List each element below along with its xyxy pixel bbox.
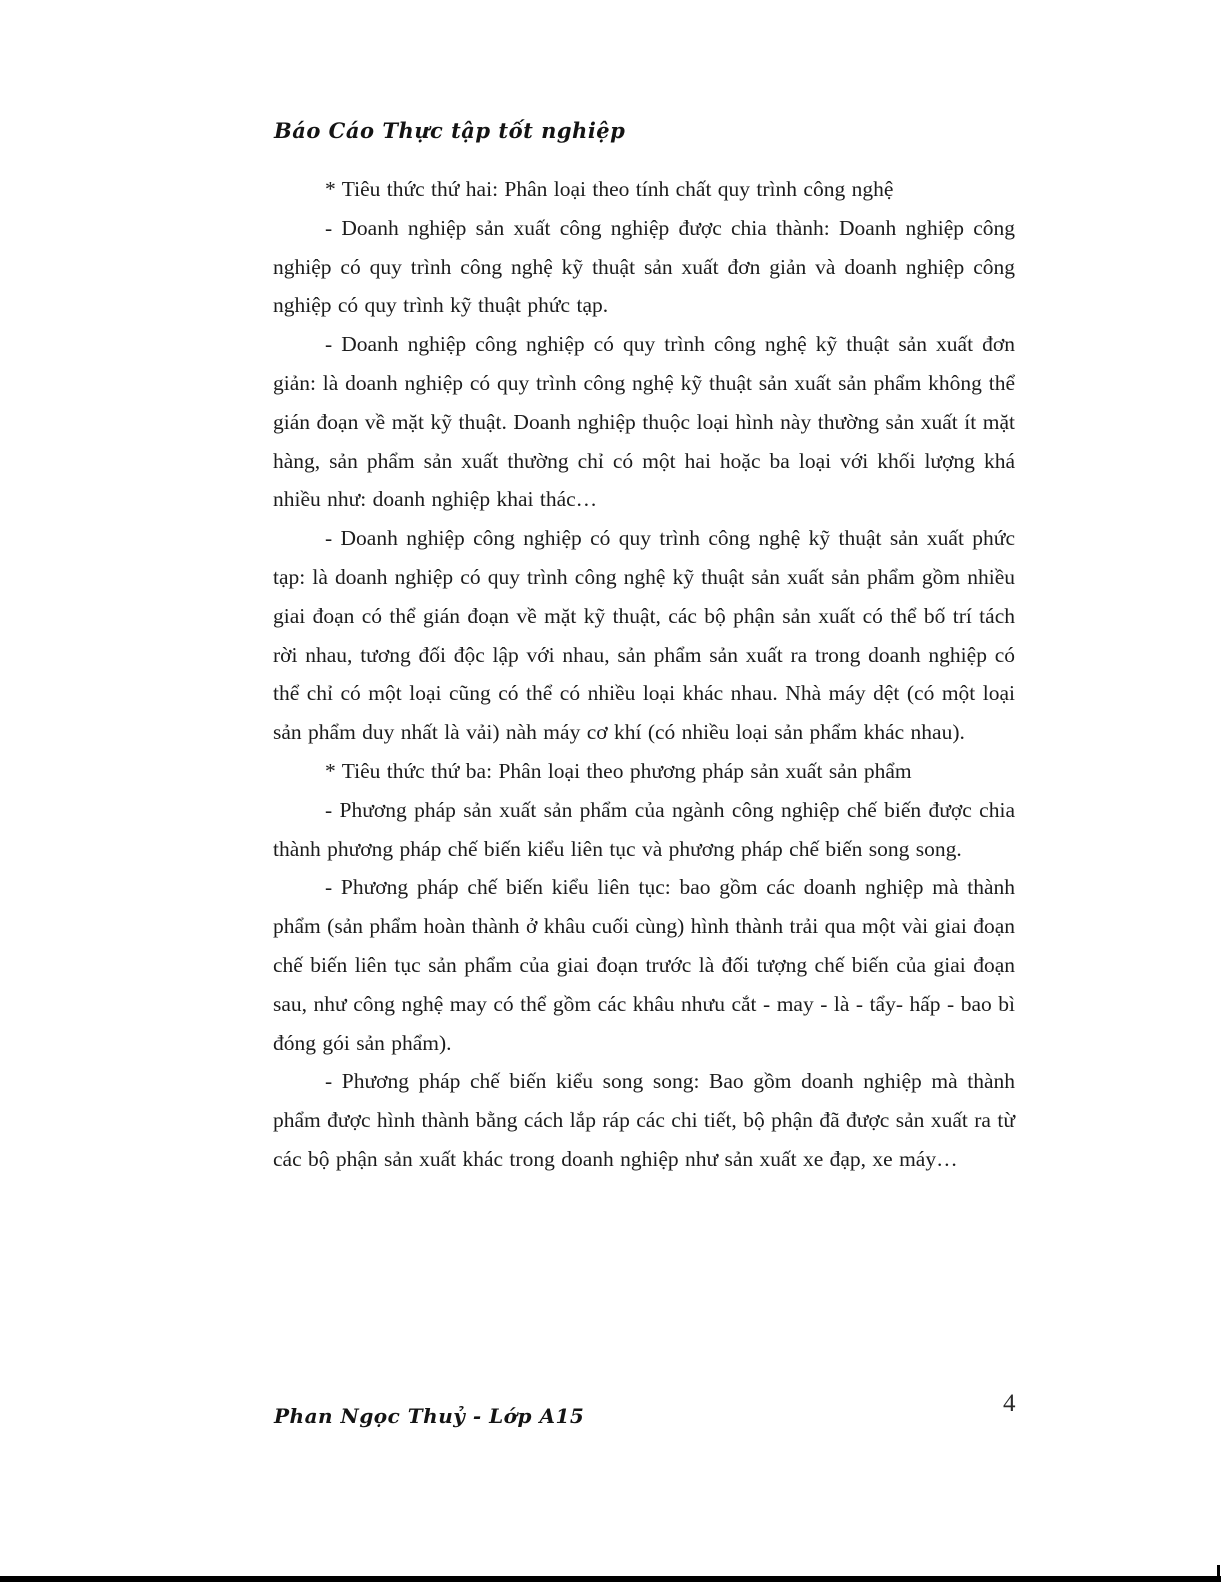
paragraph: * Tiêu thức thứ hai: Phân loại theo tính chất quy trình công nghệ — [325, 177, 894, 201]
document-body — [273, 170, 1015, 1179]
paragraph: - Phương pháp chế biến kiểu liên tục: bao gồm các doanh nghiệp mà thành phẩm (sản phẩm hoàn thành ở khâu cuối cùng) hình thành trải qua một vài giai đoạn chế biến liên tục sản phẩm của giai đoạn trước là đối tượng chế biến của giai đoạn sau, như công nghệ may có thể gồm các khâu nhưu cắt - may - là - tẩy- hấp - bao bì đóng gói sản phẩm). — [273, 875, 1015, 1055]
scan-edge-artifact-tick — [1217, 1565, 1220, 1578]
paragraph: - Doanh nghiệp sản xuất công nghiệp được chia thành: Doanh nghiệp công nghiệp có quy trình công nghệ kỹ thuật sản xuất đơn giản và doanh nghiệp công nghiệp có quy trình kỹ thuật phức tạp. — [273, 215, 1015, 318]
paragraph: - Phương pháp chế biến kiểu song song: Bao gồm doanh nghiệp mà thành phẩm được hình thành bằng cách lắp ráp các chi tiết, bộ phận đã được sản xuất ra từ các bộ phận sản xuất khác trong doanh nghiệp như sản xuất xe đạp, xe máy… — [273, 1069, 1015, 1171]
page-number: 4 — [1003, 1390, 1016, 1417]
scan-edge-artifact — [0, 1576, 1221, 1582]
paragraph: * Tiêu thức thứ ba: Phân loại theo phương pháp sản xuất sản phẩm — [325, 758, 912, 783]
footer-author: Phan Ngọc Thuỷ - Lớp A15 — [274, 1404, 585, 1428]
paragraph: - Phương pháp sản xuất sản phẩm của ngành công nghiệp chế biến được chia thành phương pháp chế biến kiểu liên tục và phương pháp chế biến song song. — [273, 797, 1015, 861]
paragraph: - Doanh nghiệp công nghiệp có quy trình công nghệ kỹ thuật sản xuất đơn giản: là doanh nghiệp có quy trình công nghệ kỹ thuật sản xuất sản phẩm không thể gián đoạn về mặt kỹ thuật. Doanh nghiệp thuộc loại hình này thường sản xuất ít mặt hàng, sản phẩm sản xuất thường chỉ có một hai hoặc ba loại với khối lượng khá nhiều như: doanh nghiệp khai thác… — [273, 332, 1015, 512]
paragraph: - Doanh nghiệp công nghiệp có quy trình công nghệ kỹ thuật sản xuất phức tạp: là doanh nghiệp có quy trình công nghệ kỹ thuật sản xuất sản phẩm gồm nhiều giai đoạn có thể gián đoạn về mặt kỹ thuật, các bộ phận sản xuất có thể bố trí tách rời nhau, tương đối độc lập với nhau, sản phẩm sản xuất ra trong doanh nghiệp có thể chỉ có một loại cũng có thể có nhiều loại khác nhau. Nhà máy dệt (có một loại sản phẩm duy nhất là vải) nàh máy cơ khí (có nhiều loại sản phẩm khác nhau). — [273, 526, 1015, 745]
report-header-title: Báo Cáo Thực tập tốt nghiệp — [274, 118, 626, 143]
